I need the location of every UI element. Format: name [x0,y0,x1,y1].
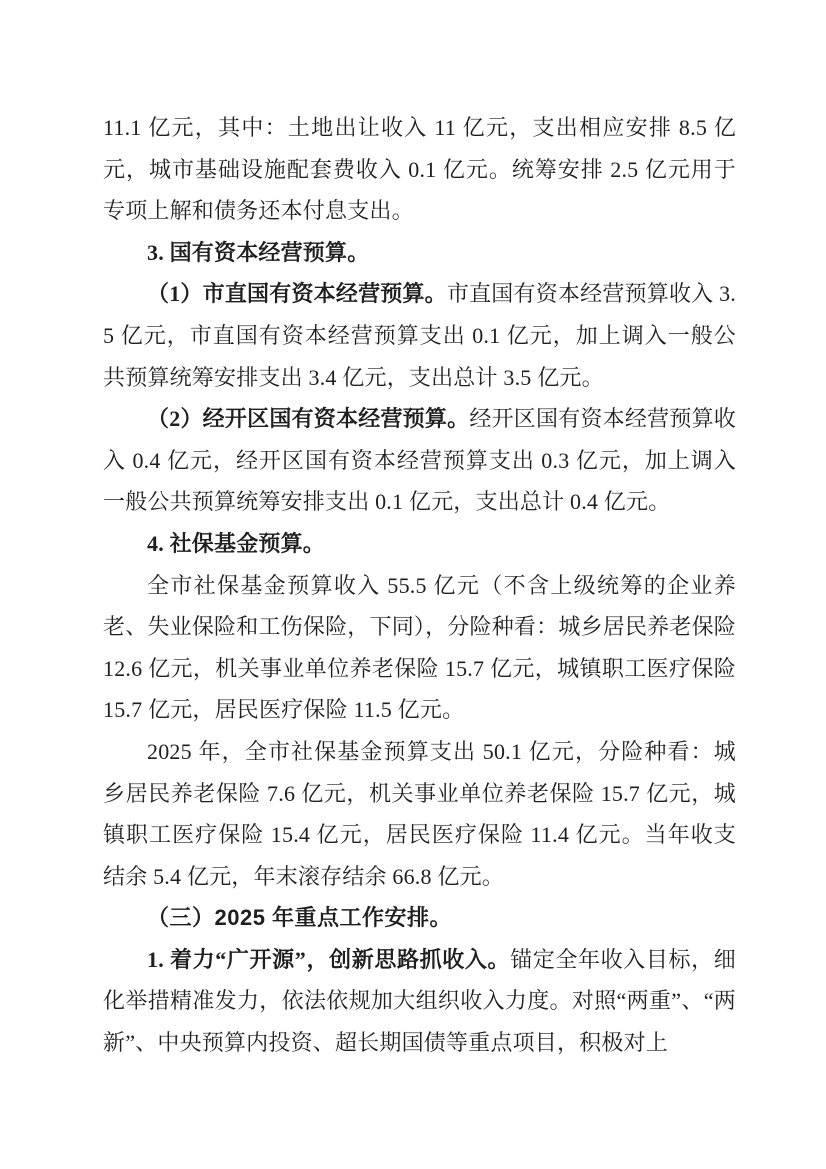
heading-soe-capital-budget [103,232,736,274]
text-run: 2025 年，全市社保基金预算支出 50.1 亿元，分险种看：城乡居民养老保险 7.6 亿元，机关事业单位养老保险 15.7 亿元，城镇职工医疗保险 15.4 亿元，居民医疗保险 11.4 亿元。当年收支结余 5.4 亿元，年末滚存结余 66.8 亿元。 [103,738,736,889]
para-city-soe-budget [103,273,736,398]
text-run: 锚定全年收入目标，细化举措精准发力，依法依规加大组织收入力度。对照“两重”、“两新”、中央预算内投资、超长期国债等重点项目，积极对上 [103,946,736,1056]
document-body [103,107,736,1064]
heading-text: （三）2025 年重点工作安排。 [147,905,453,931]
text-run: 11.1 亿元，其中：土地出让收入 11 亿元，支出相应安排 8.5 亿元，城市基础设施配套费收入 0.1 亿元。统筹安排 2.5 亿元用于专项上解和债务还本付息支出。 [103,115,736,224]
heading-2025-key-tasks [103,897,736,939]
heading-text: 3. 国有资本经营预算。 [147,239,370,265]
para-ssf-revenue [103,565,736,731]
heading-text: 4. 社保基金预算。 [147,530,326,556]
text-run: 市直国有资本经营预算收入 3.5 亿元，市直国有资本经营预算支出 0.1 亿元，加上调入一般公共预算统筹安排支出 3.4 亿元，支出总计 3.5 亿元。 [103,281,736,390]
bold-lead-run: （1）市直国有资本经营预算。 [147,281,447,307]
para-ssf-expenditure [103,731,736,897]
bold-lead-run: （2）经开区国有资本经营预算。 [147,406,470,432]
para-broaden-revenue-sources [103,939,736,1064]
para-govfund-continued [103,107,736,232]
bold-lead-run: 1. 着力“广开源”，创新思路抓收入。 [147,946,511,972]
text-run: 经开区国有资本经营预算收入 0.4 亿元，经开区国有资本经营预算支出 0.3 亿元，加上调入一般公共预算统筹安排支出 0.1 亿元，支出总计 0.4 亿元。 [103,406,736,515]
para-jingkaiqu-soe-budget [103,398,736,523]
heading-social-security-fund-budget [103,523,736,565]
text-run: 全市社保基金预算收入 55.5 亿元（不含上级统筹的企业养老、失业保险和工伤保险，下同），分险种看：城乡居民养老保险 12.6 亿元，机关事业单位养老保险 15.7 亿元，城镇职工医疗保险 15.7 亿元，居民医疗保险 11.5 亿元。 [103,572,736,723]
